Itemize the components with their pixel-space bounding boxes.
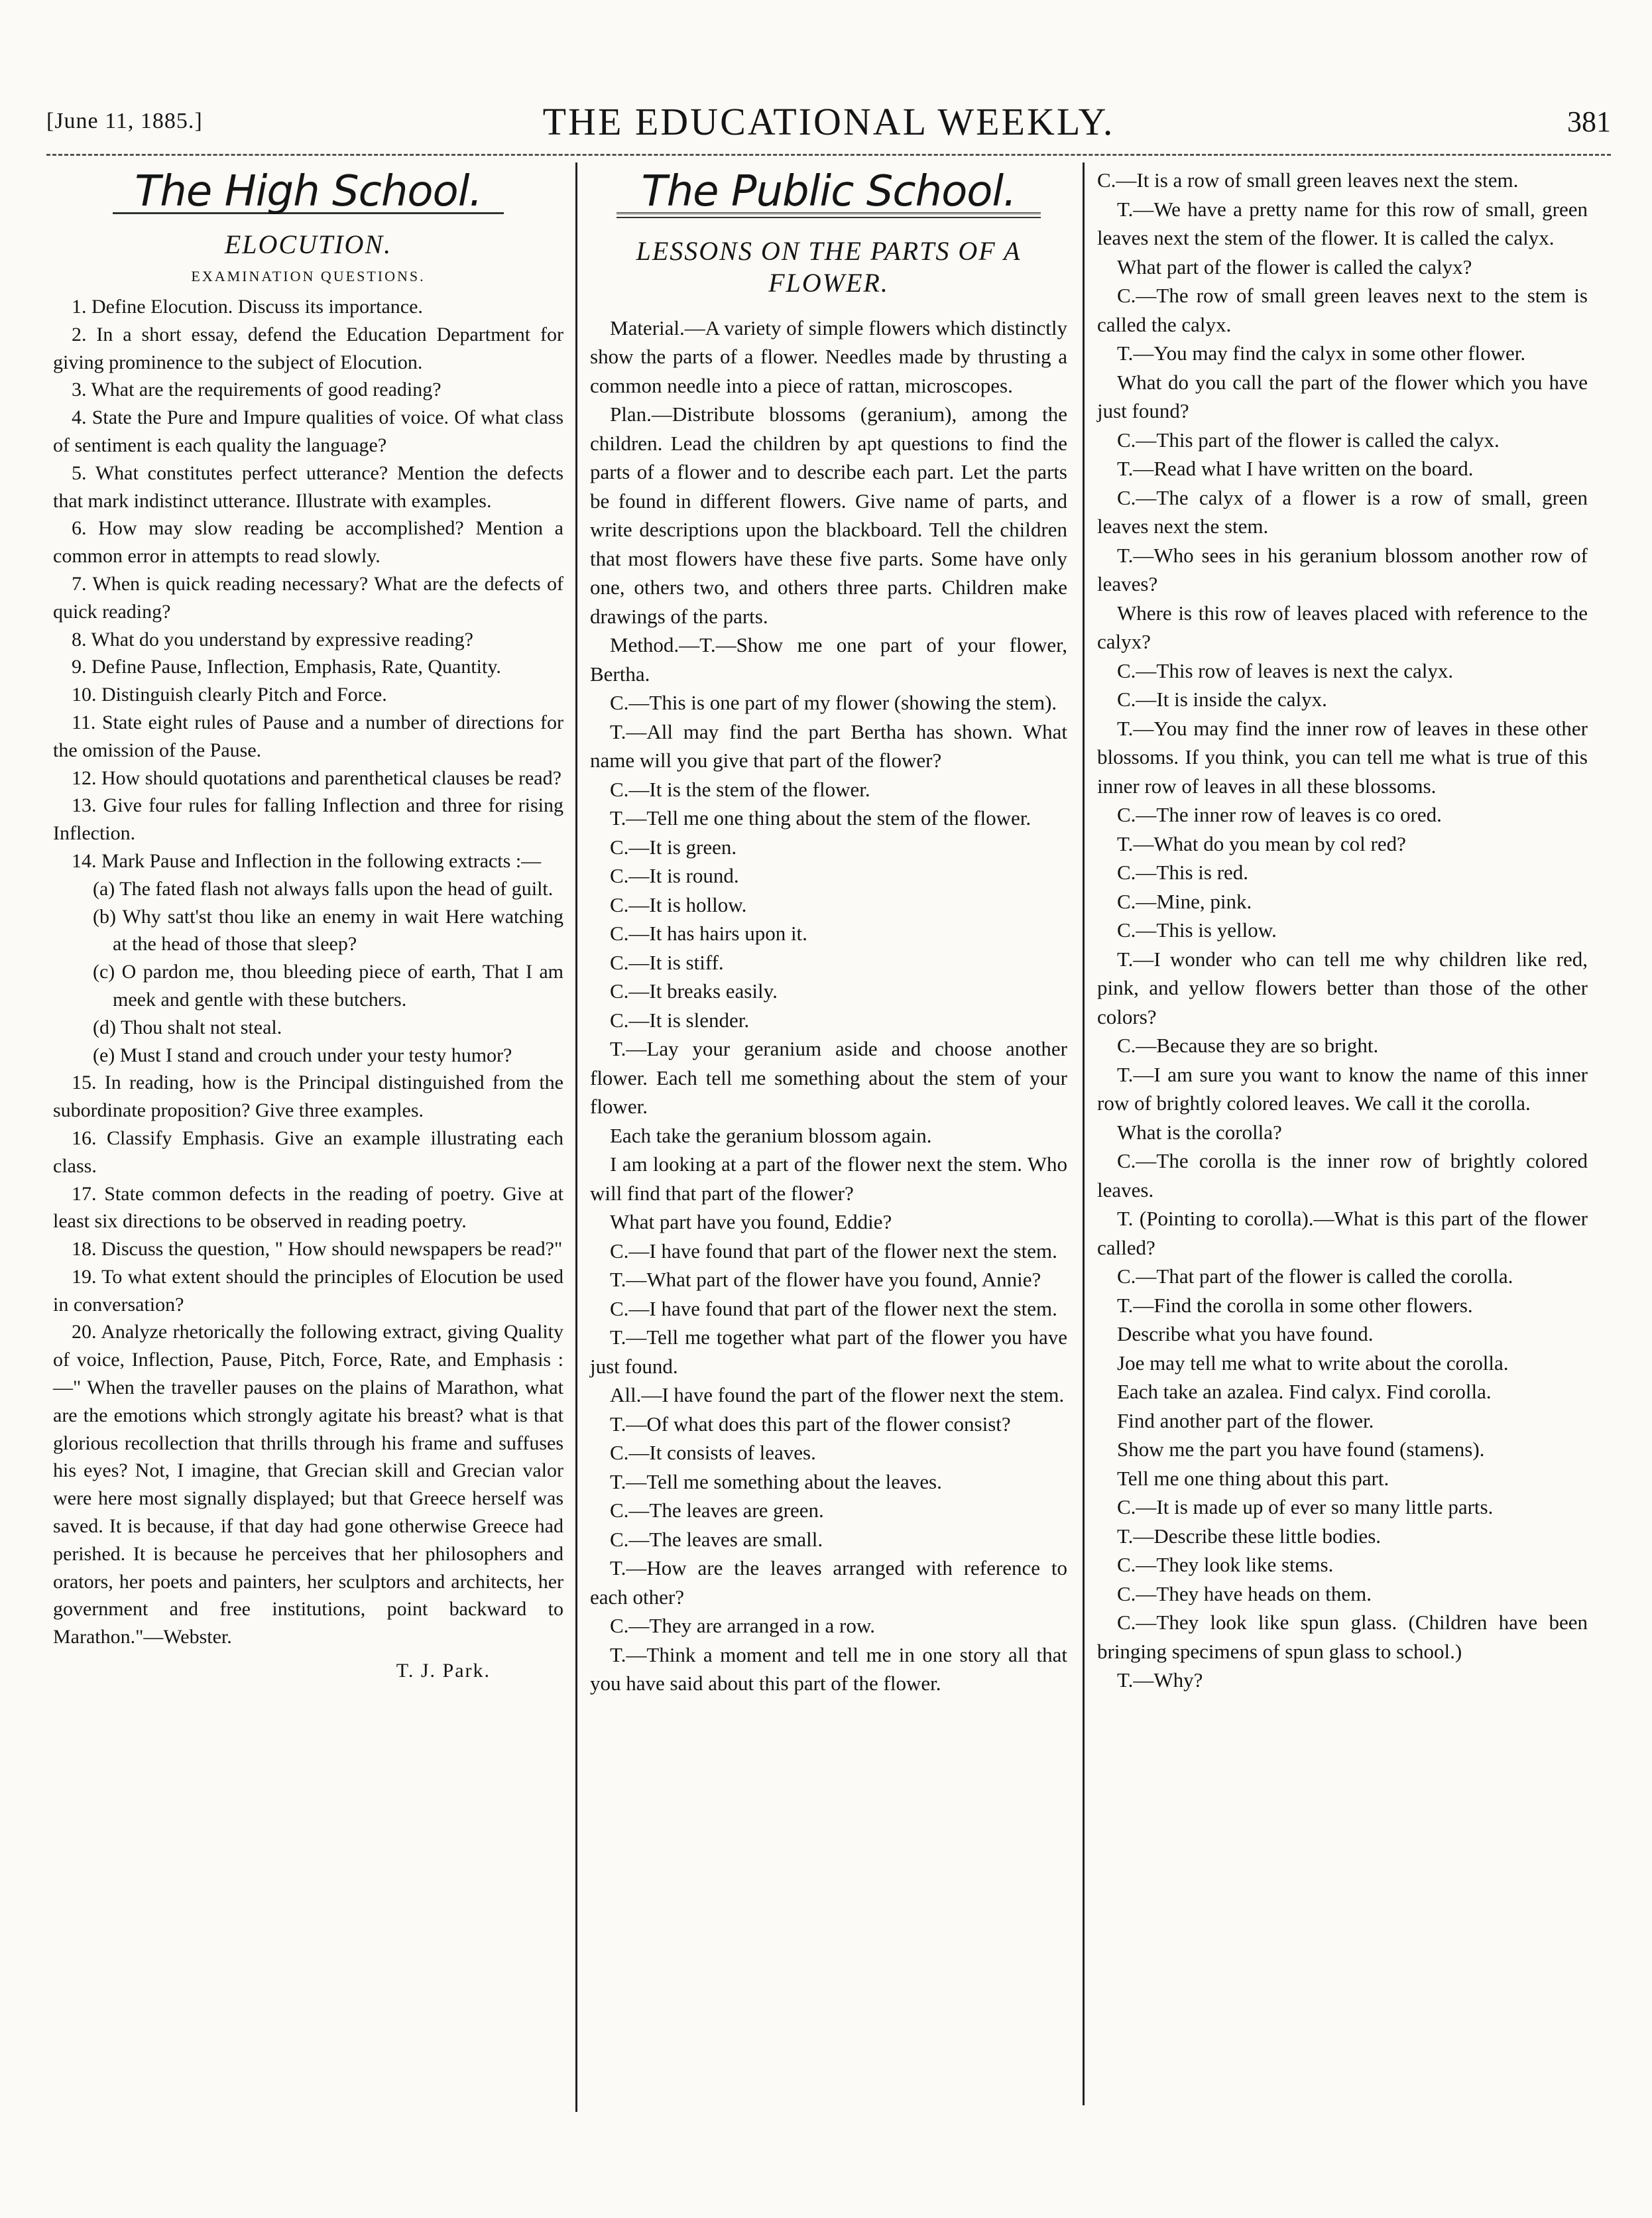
header-rule xyxy=(46,154,1611,156)
paragraph: T.—Who sees in his geranium blossom another row of leaves? xyxy=(1097,543,1588,595)
question-list-continued xyxy=(53,1069,563,1651)
paragraph: C.—It is stiff. xyxy=(610,950,724,974)
column-rule-right xyxy=(1083,162,1085,2105)
paragraph: T.—We have a pretty name for this row of small, green leaves next the stem of the flower. It is called the calyx. xyxy=(1097,197,1588,249)
paragraph: C.—The row of small green leaves next to the stem is called the calyx. xyxy=(1097,284,1588,336)
paragraph: 16. Classify Emphasis. Give an example illustrating each class. xyxy=(53,1127,563,1177)
paragraph: (c) O pardon me, thou bleeding piece of earth, That I am meek and gentle with these butchers. xyxy=(93,961,563,1011)
paragraph: What is the corolla? xyxy=(1117,1120,1282,1144)
section-title-public-school: The Public School. xyxy=(641,167,1016,216)
paragraph: C.—It is green. xyxy=(610,835,737,859)
paragraph: 11. State eight rules of Pause and a number of directions for the omission of the Pause. xyxy=(53,711,563,761)
paragraph: 1. Define Elocution. Discuss its importance. xyxy=(72,296,423,318)
paragraph: C.—The corolla is the inner row of brightly colored leaves. xyxy=(1097,1149,1588,1201)
paragraph: C.—That part of the flower is called the corolla. xyxy=(1117,1264,1513,1288)
high-school-column xyxy=(53,166,563,1686)
paragraph: (b) Why satt'st thou like an enemy in wait Here watching at the head of those that sleep? xyxy=(93,905,563,955)
paragraph: T.—You may find the inner row of leaves in these other blossoms. If you think, you can tell me what is true of this inner row of leaves in all these blossoms. xyxy=(1097,716,1588,798)
paragraph: Where is this row of leaves placed with reference to the calyx? xyxy=(1097,601,1588,653)
lesson-text xyxy=(590,314,1067,1698)
paragraph: C.—It has hairs upon it. xyxy=(610,922,807,945)
paragraph: C.—The leaves are green. xyxy=(610,1499,824,1522)
public-school-column-continued xyxy=(1097,166,1588,1695)
paragraph: C.—This is yellow. xyxy=(1117,918,1277,942)
paragraph: T.—How are the leaves arranged with reference to each other? xyxy=(590,1556,1067,1609)
paragraph: T.—Tell me something about the leaves. xyxy=(610,1469,942,1493)
article-subheading: EXAMINATION QUESTIONS. xyxy=(191,267,426,284)
paragraph: 8. What do you understand by expressive reading? xyxy=(72,628,473,650)
paragraph: All.—I have found the part of the flower next the stem. xyxy=(610,1383,1065,1406)
lesson-text-continued xyxy=(1097,166,1588,1695)
paragraph: C.—I have found that part of the flower next the stem. xyxy=(610,1239,1057,1263)
paragraph: C.—They have heads on them. xyxy=(1117,1581,1372,1605)
paragraph: 19. To what extent should the principles of Elocution be used in conversation? xyxy=(53,1265,563,1316)
paragraph: 10. Distinguish clearly Pitch and Force. xyxy=(72,684,387,706)
paragraph: T.—Tell me together what part of the flower you have just found. xyxy=(590,1325,1067,1378)
paragraph: Describe what you have found. xyxy=(1117,1322,1374,1345)
paragraph: C.—Mine, pink. xyxy=(1117,889,1252,913)
section-title-high-school: The High School. xyxy=(135,167,482,216)
paragraph: C.—It is hollow. xyxy=(610,893,747,916)
paragraph: C.—I have found that part of the flower next the stem. xyxy=(610,1296,1057,1320)
paragraph: 12. How should quotations and parenthetical clauses be read? xyxy=(72,767,561,789)
paragraph: T.—What part of the flower have you found, Annie? xyxy=(610,1268,1041,1291)
paragraph: T.—I wonder who can tell me why children like red, pink, and yellow flowers better than those of the other colors? xyxy=(1097,947,1588,1028)
paragraph: C.—Because they are so bright. xyxy=(1117,1034,1379,1057)
paragraph: 6. How may slow reading be accomplished? Mention a common error in attempts to read slowly. xyxy=(53,517,563,568)
paragraph: C.—They look like stems. xyxy=(1117,1553,1334,1576)
column-rule-left xyxy=(575,162,577,2112)
paragraph: 2. In a short essay, defend the Education Department for giving prominence to the subject of Elocution. xyxy=(53,323,563,373)
paragraph: 9. Define Pause, Inflection, Emphasis, Rate, Quantity. xyxy=(72,656,501,678)
paragraph: C.—It breaks easily. xyxy=(610,979,778,1003)
paragraph: C.—This part of the flower is called the calyx. xyxy=(1117,428,1500,452)
paragraph: 20. Analyze rhetorically the following extract, giving Quality of voice, Inflection, Pause, Pitch, Force, Rate, and Emphasis :—" When the traveller pauses on the plains of Marathon, what are the emotions which strongly agitate his breast? what is that glorious recollection that thrills through his frame and suffuses his eyes? Not, I imagine, that Grecian skill and Grecian valor were here most signally displayed; but that Greece herself was saved. It is because, if that day had gone otherwise Greece had perished. It is because he perceives that her philosophers and orators, her poets and painters, her sculptors and architects, her government and free institutions, point backward to Marathon."—Webster. xyxy=(53,1321,563,1648)
paragraph: What part of the flower is called the calyx? xyxy=(1117,255,1472,278)
paragraph: 13. Give four rules for falling Inflection and three for rising Inflection. xyxy=(53,794,563,845)
paragraph: 3. What are the requirements of good reading? xyxy=(72,379,442,401)
paragraph: Joe may tell me what to write about the corolla. xyxy=(1117,1351,1509,1375)
paragraph: C.—The leaves are small. xyxy=(610,1527,823,1551)
article-heading: ELOCUTION. xyxy=(224,229,392,259)
paragraph: T. (Pointing to corolla).—What is this part of the flower called? xyxy=(1097,1207,1588,1259)
paragraph: C.—It is inside the calyx. xyxy=(1117,688,1327,711)
paragraph: 7. When is quick reading necessary? What are the defects of quick reading? xyxy=(53,572,563,623)
paragraph: T.—I am sure you want to know the name of this inner row of brightly colored leaves. We call it the corolla. xyxy=(1097,1062,1588,1115)
paragraph: Each take the geranium blossom again. xyxy=(610,1123,932,1147)
issue-date: [June 11, 1885.] xyxy=(46,109,203,133)
paragraph: C.—The calyx of a flower is a row of small, green leaves next the stem. xyxy=(1097,485,1588,538)
paragraph: (a) The fated flash not always falls upon the head of guilt. xyxy=(93,877,554,900)
question-list xyxy=(53,293,563,875)
paragraph: Tell me one thing about this part. xyxy=(1117,1466,1389,1490)
paragraph: Method.—T.—Show me one part of your flower, Bertha. xyxy=(590,633,1067,686)
paragraph: C.—The inner row of leaves is co ored. xyxy=(1117,803,1442,826)
article-heading: LESSONS ON THE PARTS OF A FLOWER. xyxy=(636,235,1022,298)
paragraph: Show me the part you have found (stamens). xyxy=(1117,1438,1485,1461)
paragraph: 14. Mark Pause and Inflection in the following extracts :— xyxy=(72,849,542,872)
paragraph: C.—They look like spun glass. (Children have been bringing specimens of spun glass to school.) xyxy=(1097,1611,1588,1663)
journal-title: THE EDUCATIONAL WEEKLY. xyxy=(542,100,1115,143)
paragraph: What part have you found, Eddie? xyxy=(610,1210,892,1233)
paragraph: Find another part of the flower. xyxy=(1117,1408,1374,1432)
paragraph: T.—Lay your geranium aside and choose another flower. Each tell me something about the stem of your flower. xyxy=(590,1037,1067,1118)
paragraph: C.—It consists of leaves. xyxy=(610,1441,816,1464)
paragraph: C.—It is a row of small green leaves next the stem. xyxy=(1097,168,1519,192)
paragraph: 18. Discuss the question, " How should newspapers be read?" xyxy=(72,1238,563,1261)
paragraph: Plan.—Distribute blossoms (geranium), among the children. Lead the children by apt questions to find the parts of a flower and to describe each part. Let the parts be found in different flowers. Give name of parts, and write descriptions upon the blackboard. Tell the children that most flowers have these five parts. Some have only one, others two, and others three parts. Children make drawings of the parts. xyxy=(590,402,1067,628)
page-header xyxy=(46,99,1611,153)
paragraph: What do you call the part of the flower which you have just found? xyxy=(1097,370,1588,422)
paragraph: I am looking at a part of the flower next the stem. Who will find that part of the flower? xyxy=(590,1152,1067,1205)
paragraph: C.—This is red. xyxy=(1117,861,1249,884)
page-number: 381 xyxy=(1567,105,1611,138)
paragraph: C.—They are arranged in a row. xyxy=(610,1614,875,1637)
paragraph: Each take an azalea. Find calyx. Find corolla. xyxy=(1117,1380,1492,1403)
paragraph: (e) Must I stand and crouch under your testy humor? xyxy=(93,1044,512,1066)
paragraph: 4. State the Pure and Impure qualities of voice. Of what class of sentiment is each quality the language? xyxy=(53,406,563,456)
paragraph: C.—It is round. xyxy=(610,864,739,887)
paragraph: 15. In reading, how is the Principal distinguished from the subordinate proposition? Give three examples. xyxy=(53,1072,563,1122)
paragraph: C.—It is slender. xyxy=(610,1008,750,1032)
paragraph: T.—What do you mean by col red? xyxy=(1117,832,1406,855)
paragraph: T.—Of what does this part of the flower consist? xyxy=(610,1412,1011,1436)
paragraph: C.—This row of leaves is next the calyx. xyxy=(1117,658,1454,682)
paragraph: T.—Why? xyxy=(1117,1668,1203,1692)
paragraph: 17. State common defects in the reading of poetry. Give at least six directions to be observed in reading poetry. xyxy=(53,1182,563,1233)
paragraph: 5. What constitutes perfect utterance? Mention the defects that mark indistinct utterance. Illustrate with examples. xyxy=(53,462,563,512)
paragraph: C.—This is one part of my flower (showing the stem). xyxy=(610,691,1057,714)
paragraph: C.—It is made up of ever so many little parts. xyxy=(1117,1495,1494,1518)
paragraph: T.—Tell me one thing about the stem of the flower. xyxy=(610,806,1032,830)
paragraph: T.—Describe these little bodies. xyxy=(1117,1524,1382,1548)
public-school-column xyxy=(590,166,1067,1698)
paragraph: T.—Read what I have written on the board. xyxy=(1117,457,1474,480)
paragraph: (d) Thou shalt not steal. xyxy=(93,1016,282,1038)
paragraph: Material.—A variety of simple flowers which distinctly show the parts of a flower. Needles made by thrusting a common needle into a piece of rattan, microscopes. xyxy=(590,316,1067,397)
author-signature: T. J. Park. xyxy=(396,1660,491,1682)
paragraph: C.—It is the stem of the flower. xyxy=(610,777,870,801)
paragraph: T.—All may find the part Bertha has shown. What name will you give that part of the flower? xyxy=(590,719,1067,772)
paragraph: T.—Find the corolla in some other flowers. xyxy=(1117,1293,1473,1317)
extract-list xyxy=(53,875,563,1070)
paragraph: T.—You may find the calyx in some other flower. xyxy=(1117,341,1526,365)
paragraph: T.—Think a moment and tell me in one story all that you have said about this part of the flower. xyxy=(590,1642,1067,1695)
